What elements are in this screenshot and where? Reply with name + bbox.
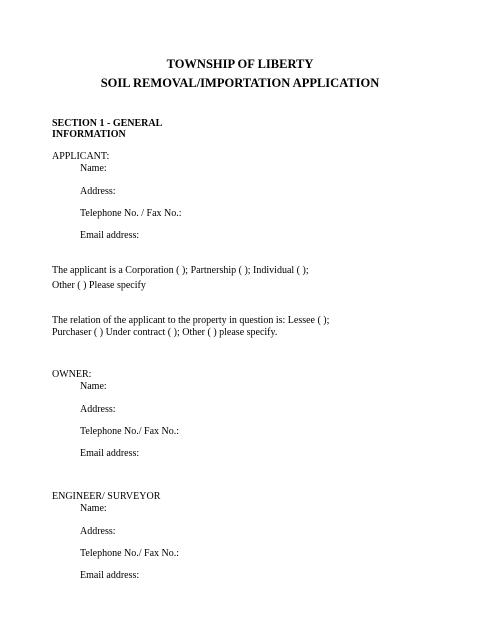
engineer-name-label: Name: (80, 503, 107, 514)
section-heading-cont: INFORMATION (52, 129, 126, 140)
owner-address-label: Address: (80, 404, 116, 415)
owner-phone-label: Telephone No./ Fax No.: (80, 426, 180, 437)
applicant-type-line1: The applicant is a Corporation ( ); Partnership ( ); Individual ( ); (52, 265, 309, 276)
relation-line2: Purchaser ( ) Under contract ( ); Other ( ) please specify. (52, 327, 278, 338)
title-application: SOIL REMOVAL/IMPORTATION APPLICATION (100, 76, 380, 90)
section-heading: SECTION 1 - GENERAL (52, 118, 163, 129)
relation-line1: The relation of the applicant to the property in question is: Lessee ( ); (52, 315, 330, 326)
applicant-type-line2: Other ( ) Please specify (52, 280, 146, 291)
engineer-email-label: Email address: (80, 570, 140, 581)
engineer-address-label: Address: (80, 526, 116, 537)
applicant-phone-label: Telephone No. / Fax No.: (80, 208, 182, 219)
owner-name-label: Name: (80, 381, 107, 392)
applicant-name-label: Name: (80, 163, 107, 174)
applicant-email-label: Email address: (80, 230, 140, 241)
applicant-address-label: Address: (80, 186, 116, 197)
owner-email-label: Email address: (80, 448, 140, 459)
title-township: TOWNSHIP OF LIBERTY (166, 57, 314, 71)
engineer-phone-label: Telephone No./ Fax No.: (80, 548, 180, 559)
owner-label: OWNER: (52, 369, 92, 380)
applicant-label: APPLICANT: (52, 151, 110, 162)
engineer-label: ENGINEER/ SURVEYOR (52, 491, 161, 502)
